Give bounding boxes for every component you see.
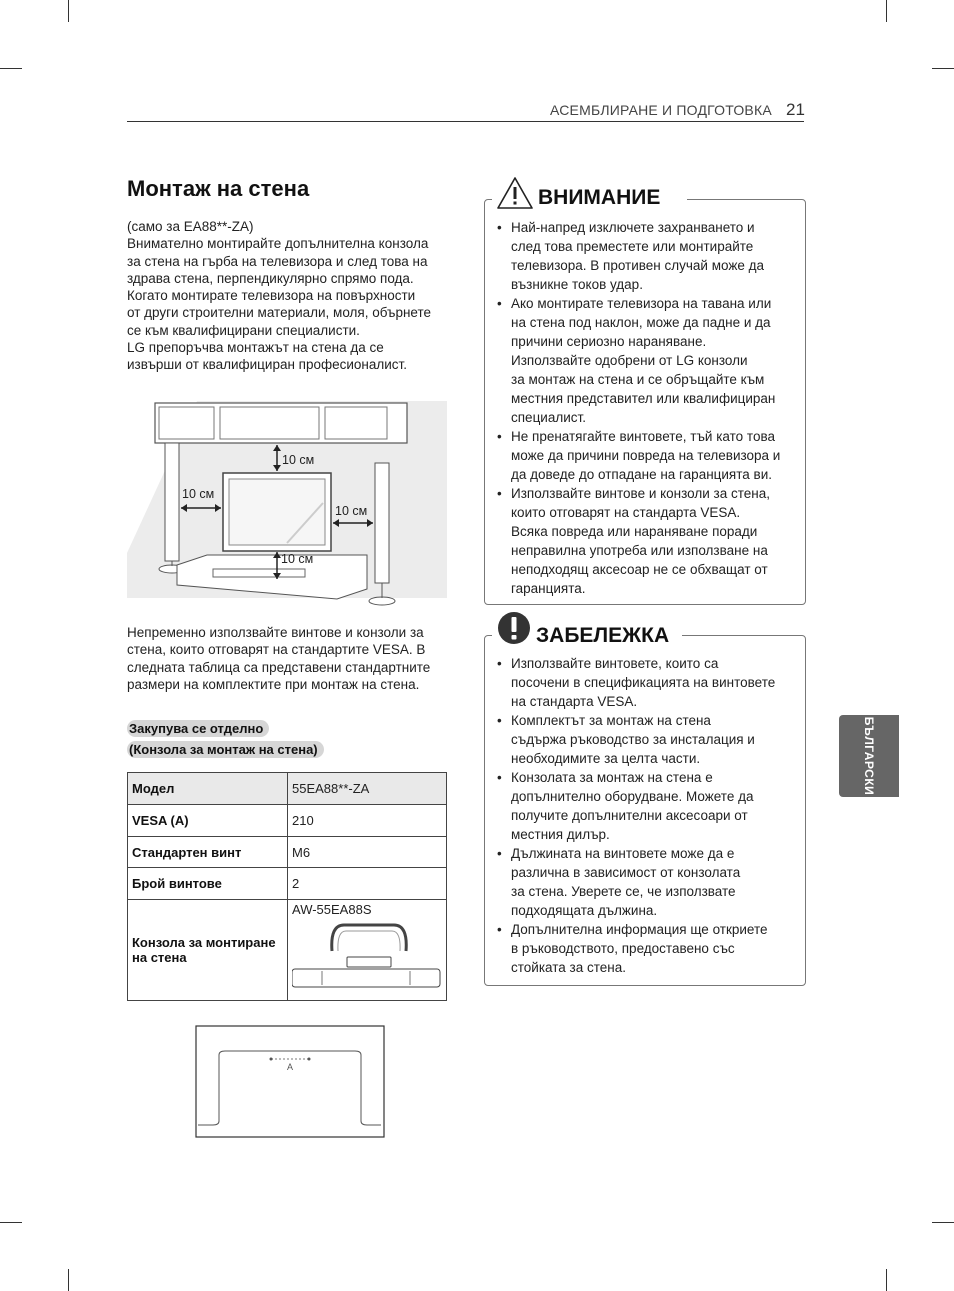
list-item-line: съдържа ръководство за инсталация и	[511, 732, 755, 747]
exclamation-circle-icon	[497, 611, 531, 645]
table-row	[128, 900, 447, 1001]
bottom-clearance-label: 10 см	[281, 552, 314, 566]
list-item-line: причини сериозно нараняване.	[511, 334, 707, 349]
table-cell-value: M6	[288, 837, 447, 868]
table-row	[128, 773, 447, 805]
cabinet-panel	[325, 407, 387, 439]
soundbar	[213, 569, 305, 577]
table-row	[128, 837, 447, 868]
list-item-line: • Допълнителна информация ще откриете	[511, 922, 768, 937]
crop-mark	[932, 1222, 954, 1223]
warning-triangle-icon	[496, 176, 534, 210]
crop-mark	[68, 1269, 69, 1291]
crop-mark	[932, 68, 954, 69]
list-item-line: на стена под наклон, може да падне и да	[511, 315, 771, 330]
list-item-line: за монтаж на стена и се обръщайте към	[511, 372, 765, 387]
list-item-line: • Най-напред изключете захранването и	[511, 220, 755, 235]
list-item-line: да доведе до отпадане на гаранцията ви.	[511, 467, 772, 482]
list-item-line: необходимите за целта части.	[511, 751, 701, 766]
intro-line: здрава стена, перпендикулярно спрямо пода.	[127, 270, 414, 286]
list-item	[497, 654, 795, 711]
intro-line: Внимателно монтирайте допълнителна конзола	[127, 236, 429, 252]
note-list	[497, 654, 795, 977]
caution-box	[484, 199, 806, 605]
list-item-line: допълнително оборудване. Можете да	[511, 789, 754, 804]
list-item-line: неподходящ аксесоар не се обхващат от	[511, 562, 768, 577]
intro-line: за стена на гърба на телевизора и след това на	[127, 253, 428, 269]
list-item-line: местния представител или квалифициран	[511, 391, 776, 406]
list-item	[497, 427, 795, 484]
right-speaker	[375, 463, 389, 583]
header-rule	[127, 121, 804, 122]
list-item-line: Всяка повреда или нараняване поради	[511, 524, 758, 539]
language-tab	[839, 715, 899, 797]
list-item-line: след това преместете или монтирайте	[511, 239, 754, 254]
wall-mount-spec-table	[127, 772, 447, 1001]
list-item-line: възникне токов удар.	[511, 277, 643, 292]
crop-mark	[886, 0, 887, 22]
intro-line: се към квалифицирани специалисти.	[127, 322, 360, 338]
note-header	[492, 610, 682, 650]
wall-bracket-badge: (Конзола за монтаж на стена)	[127, 741, 324, 758]
list-item	[497, 711, 795, 768]
sold-separately-badge: Закупува се отделно	[127, 720, 269, 737]
list-item-line: • Комплектът за монтаж на стена	[511, 713, 711, 728]
list-item	[497, 768, 795, 844]
caution-title: ВНИМАНИЕ	[536, 186, 666, 210]
table-cell-label: VESA (A)	[128, 805, 288, 837]
list-item	[497, 920, 795, 977]
crop-mark	[0, 1222, 22, 1223]
list-item-line: в ръководството, предоставено със	[511, 941, 735, 956]
cabinet-panel	[220, 407, 319, 439]
list-item-line: получите допълнителни аксесоари от	[511, 808, 748, 823]
bracket-model: AW-55EA88S	[292, 902, 372, 917]
list-item-line: подходящата дължина.	[511, 903, 658, 918]
table-cell-value: 2	[288, 868, 447, 900]
intro-line: LG препоръчва монтажът на стена да се	[127, 340, 384, 356]
tv-back-vesa-diagram	[195, 1025, 385, 1138]
vesa-a-label: A	[286, 1062, 294, 1072]
table-cell-label: Конзола за монтиране на стена	[128, 900, 288, 1001]
vesa-paragraph	[127, 624, 430, 693]
list-item-line: може да причини повреда на телевизора и	[511, 448, 781, 463]
top-clearance-label: 10 см	[282, 453, 315, 467]
cabinet-panel	[159, 407, 214, 439]
tv-screen	[229, 479, 325, 545]
right-speaker-base	[369, 597, 395, 605]
table-row	[128, 805, 447, 837]
list-item-line: посочени в спецификацията на винтовете	[511, 675, 776, 690]
crop-mark	[68, 0, 69, 22]
table-cell-value: 210	[288, 805, 447, 837]
page-number: 21	[786, 100, 805, 119]
list-item-line: стойката за стена.	[511, 960, 626, 975]
table-row	[128, 868, 447, 900]
language-tab-label: БЪЛГАРСКИ	[862, 716, 876, 796]
intro-line: от други строителни материали, моля, обърнете	[127, 305, 432, 321]
list-item-line: местния дилър.	[511, 827, 610, 842]
list-item-line: които отговарят на стандарта VESA.	[511, 505, 741, 520]
list-item-line: на стандарта VESA.	[511, 694, 638, 709]
table-cell-value	[288, 900, 447, 1001]
list-item-line: • Ако монтирате телевизора на тавана или	[511, 296, 772, 311]
crop-mark	[0, 68, 22, 69]
note-title: ЗАБЕЛЕЖКА	[534, 624, 675, 648]
table-cell-label: Брой винтове	[128, 868, 288, 900]
list-item-line: неправилна употреба или използване на	[511, 543, 768, 558]
list-item	[497, 294, 795, 427]
list-item-line: • Не пренатягайте винтовете, тъй като това	[511, 429, 775, 444]
list-item-line: телевизора. В противен случай може да	[511, 258, 765, 273]
wall-bracket-illustration	[292, 917, 442, 991]
section-header: АСЕМБЛИРАНЕ И ПОДГОТОВКА	[550, 102, 772, 118]
note-box	[484, 635, 806, 986]
list-item-line: различна в зависимост от конзолата	[511, 865, 741, 880]
page-title: Монтаж на стена	[127, 176, 310, 201]
table-cell-label: Модел	[128, 773, 288, 805]
vesa-line: стена, които отговарят на стандартите VESA. В	[127, 642, 426, 658]
list-item	[497, 218, 795, 294]
list-item	[497, 484, 795, 598]
caution-header	[492, 174, 687, 214]
table-cell-value: 55EA88**-ZA	[288, 773, 447, 805]
list-item-line: • Конзолата за монтаж на стена е	[511, 770, 713, 785]
list-item-line: за стена. Уверете се, че използвате	[511, 884, 736, 899]
right-clearance-label: 10 см	[335, 504, 368, 518]
vesa-line: размери на комплектите при монтаж на стена.	[127, 676, 420, 692]
caution-list	[497, 218, 795, 598]
list-item-line: • Използвайте винтове и конзоли за стена,	[511, 486, 771, 501]
left-speaker	[165, 443, 179, 561]
wall-mount-clearance-illustration	[127, 393, 457, 615]
intro-line: извърши от квалифициран професионалист.	[127, 357, 407, 373]
list-item-line: • Използвайте винтовете, които са	[511, 656, 719, 671]
left-clearance-label: 10 см	[182, 487, 215, 501]
vesa-line: Непременно използвайте винтове и конзоли за	[127, 625, 424, 640]
list-item-line: гаранцията.	[511, 581, 586, 596]
intro-paragraph	[127, 218, 431, 374]
table-cell-label: Стандартен винт	[128, 837, 288, 868]
list-item-line: Използвайте одобрени от LG конзоли	[511, 353, 748, 368]
list-item	[497, 844, 795, 920]
vesa-line: следната таблица са представени стандартните	[127, 659, 431, 675]
intro-line: Когато монтирате телевизора на повърхности	[127, 288, 416, 304]
crop-mark	[886, 1269, 887, 1291]
list-item-line: специалист.	[511, 410, 586, 425]
intro-line: (само за EA88**-ZA)	[127, 219, 254, 234]
list-item-line: • Дължината на винтовете може да е	[511, 846, 735, 861]
